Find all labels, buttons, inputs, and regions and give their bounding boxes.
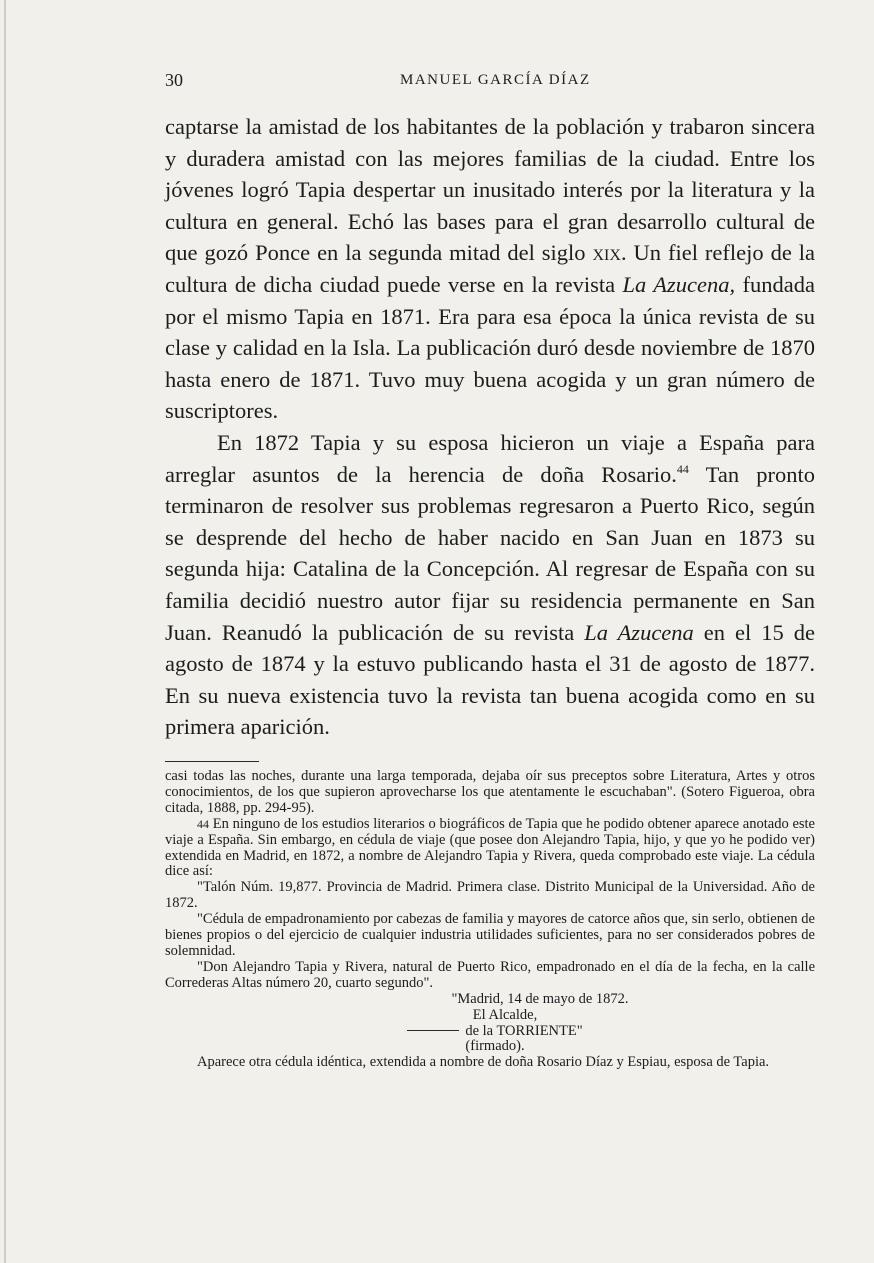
paragraph-1-text-c: fundada por el mismo Tapia en 1871. Era para esa época la única revista de su clase y calidad en la Isla. La publicación duró desde noviembre de 1870 hasta enero de 1871. Tuvo muy buena acogida y un gran número de suscriptores.: [165, 271, 815, 424]
quote-don-alejandro: "Don Alejandro Tapia y Rivera, natural de Puerto Rico, empadronado en el día de la fecha, en la calle Correderas Altas número 20, cuarto segundo".: [165, 958, 815, 991]
page-header: [165, 70, 814, 94]
footnote-44: [165, 817, 815, 881]
journal-title-2: La Azucena: [584, 619, 694, 645]
running-head: MANUEL GARCÍA DÍAZ: [400, 72, 591, 88]
paragraph-1-text-b: . Un fiel reflejo de la cultura de dicha ciudad puede verse en la revista: [165, 240, 815, 297]
paragraph-2-text-c: en el 15 de agosto de 1874 y la estuvo publicando hasta el 31 de agosto de 1877. En su nueva existencia tuvo la revista tan buena acogida como en su primera aparición.: [165, 619, 815, 740]
footnote-44-number: 44: [197, 816, 209, 831]
footnote-44-text: En ninguno de los estudios literarios o biográficos de Tapia que he podido obtener aparece anotado este viaje a España. Sin embargo, en cédula de viaje (que posee don Alejandro Tapia, hijo, y que yo he podido ver) extendida en Madrid, en 1872, a nombre de Alejandro Tapia y Rivera, queda comprobado este viaje. La cédula dice así:: [165, 815, 815, 880]
paragraph-2-text-a: En 1872 Tapia y su esposa hicieron un viaje a España para arreglar asuntos de la herencia de doña Rosario.: [165, 429, 815, 487]
paragraph-2-text-b: Tan pronto terminaron de resolver sus problemas regresaron a Puerto Rico, según se desprende del hecho de haber nacido en San Juan en 1873 su segunda hija: Catalina de la Concepción. Al regresar de España con su familia decidió nuestro autor fijar su residencia permanente en San Juan. Reanudó la publicación de su revista: [165, 461, 815, 645]
footnotes: [165, 769, 815, 1071]
quote-cedula: "Cédula de empadronamiento por cabezas de familia y mayores de catorce años que, sin serlo, obtienen de bienes propios o del ejercicio de cualquier industria utilidades suficientes, para no ser considerados pobres de solemnidad.: [165, 911, 815, 959]
paragraph-1: [165, 111, 815, 427]
footnote-continuation: casi todas las noches, durante una larga temporada, dejaba oír sus preceptos sobre Literatura, Artes y otros conocimientos, de los que supieron aprovecharse los que atentamente le escuchaban". (Sotero Figueroa, obra citada, 1888, pp. 294-95).: [165, 768, 815, 816]
quote-firmado: (firmado).: [465, 1038, 525, 1055]
century-numeral: xix: [592, 240, 621, 266]
footnote-closing: Aparece otra cédula idéntica, extendida a nombre de doña Rosario Díaz y Espiau, esposa de Tapia.: [197, 1054, 770, 1071]
quote-talon: "Talón Núm. 19,877. Provincia de Madrid. Primera clase. Distrito Municipal de la Universidad. Año de 1872.: [165, 879, 815, 912]
quote-date: "Madrid, 14 de mayo de 1872.: [451, 990, 629, 1007]
signature-dash: [407, 1030, 459, 1031]
signature-name: de la TORRIENTE": [465, 1022, 583, 1039]
footnote-ref-44: 44: [676, 461, 689, 476]
paragraph-2: [165, 427, 815, 743]
journal-title: La Azucena,: [622, 271, 736, 297]
quote-signature: [165, 1024, 815, 1040]
footnote-rule: [165, 761, 259, 762]
page-number: 30: [165, 70, 183, 90]
page-edge: [4, 0, 6, 1263]
quote-alcalde: El Alcalde,: [472, 1006, 538, 1023]
paragraph-1-text-a: captarse la amistad de los habitantes de la población y trabaron sincera y duradera amistad con las mejores familias de la ciudad. Entre los jóvenes logró Tapia despertar un inusitado interés por la literatura y la cultura en general. Echó las bases para el gran desarrollo cultural de que gozó Ponce en la segunda mitad del siglo: [165, 114, 815, 266]
body-text: [165, 111, 815, 743]
